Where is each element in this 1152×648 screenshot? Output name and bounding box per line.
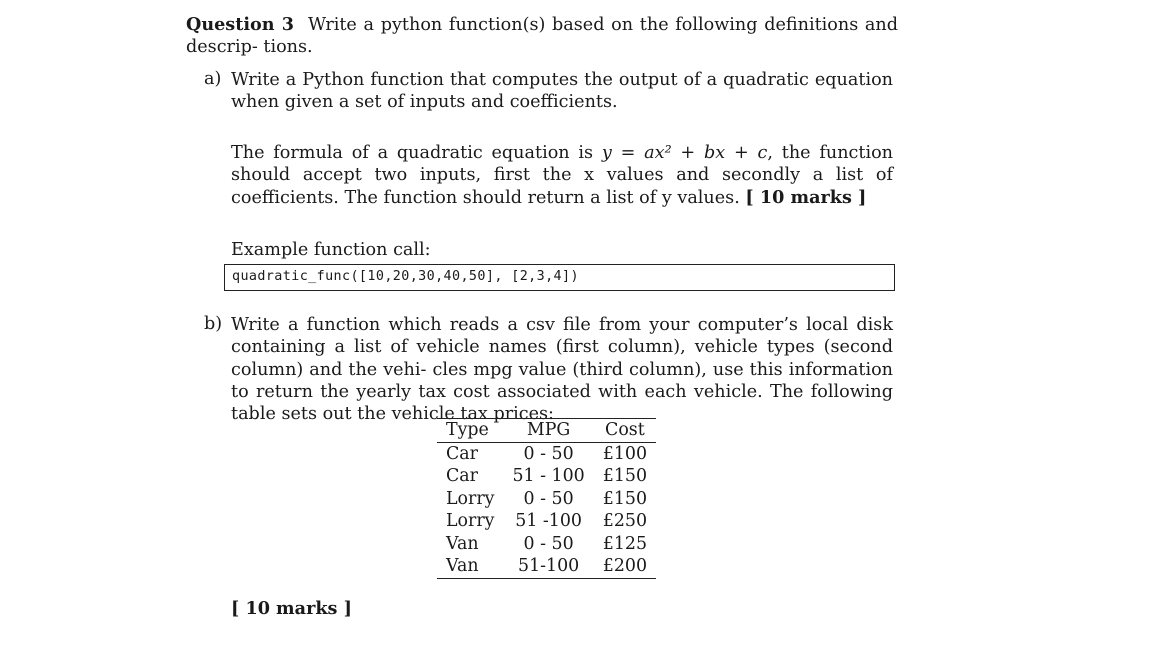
part-a-formula-paragraph [231, 142, 893, 209]
formula-prefix: The formula of a quadratic equation is [231, 143, 594, 163]
table-row [437, 488, 656, 511]
cell-cost: £150 [602, 488, 648, 509]
table-header-row [437, 419, 656, 443]
quadratic-formula: y = ax² + bx + c [601, 143, 768, 163]
cell-cost: £100 [602, 443, 648, 464]
cell-cost: £150 [602, 466, 648, 487]
cell-cost: £125 [602, 533, 648, 554]
vehicle-tax-table [437, 418, 656, 579]
header-cost: Cost [594, 419, 656, 443]
part-a-label: a) [204, 69, 222, 89]
cell-mpg: 0 - 50 [523, 488, 574, 509]
cell-type: Van [437, 555, 503, 578]
cell-type: Car [446, 466, 478, 487]
cell-cost: £250 [602, 511, 648, 532]
question-header [186, 14, 898, 58]
table-row [437, 555, 656, 578]
part-a-text: Write a Python function that computes the output of a quadratic equation when given a set of inputs and coefficients. [231, 70, 893, 113]
cell-mpg: 51-100 [503, 555, 593, 578]
cell-cost: £200 [594, 555, 656, 578]
cell-type: Car [446, 443, 478, 464]
header-mpg: MPG [503, 419, 593, 443]
example-label: Example function call: [231, 240, 431, 260]
cell-type: Lorry [446, 488, 495, 509]
part-b-marks: [ 10 marks ] [231, 598, 352, 619]
table-row [437, 442, 656, 465]
part-a-marks: [ 10 marks ] [745, 186, 867, 208]
cell-mpg: 0 - 50 [523, 533, 574, 554]
cell-mpg: 51 -100 [515, 511, 582, 532]
formula-suffix: , the function should accept two inputs, first the x values and secondly a list of coefficients. The function should return a list of y values. [231, 143, 894, 208]
cell-mpg: 0 - 50 [523, 443, 574, 464]
example-code: quadratic_func([10,20,30,40,50], [2,3,4]) [232, 269, 579, 284]
table-row [437, 465, 656, 488]
question-number: Question 3 [186, 14, 295, 35]
table-row [437, 510, 656, 533]
cell-mpg: 51 - 100 [512, 466, 585, 487]
example-code-box [224, 264, 895, 291]
cell-type: Lorry [446, 511, 495, 532]
part-b-label: b) [204, 314, 223, 334]
part-b-text: Write a function which reads a csv file from your computer’s local disk containing a list of vehicle names (first column), vehicle types (second column) and the vehi- cles mpg value (third column), use this information to return the yearly tax cost associated with each vehicle. The following table sets out the vehicle tax prices: [231, 315, 893, 425]
question-intro: Write a python function(s) based on the following definitions and descrip- tions. [186, 15, 899, 57]
header-type: Type [437, 419, 503, 443]
table-row [437, 533, 656, 556]
cell-type: Van [446, 533, 479, 554]
